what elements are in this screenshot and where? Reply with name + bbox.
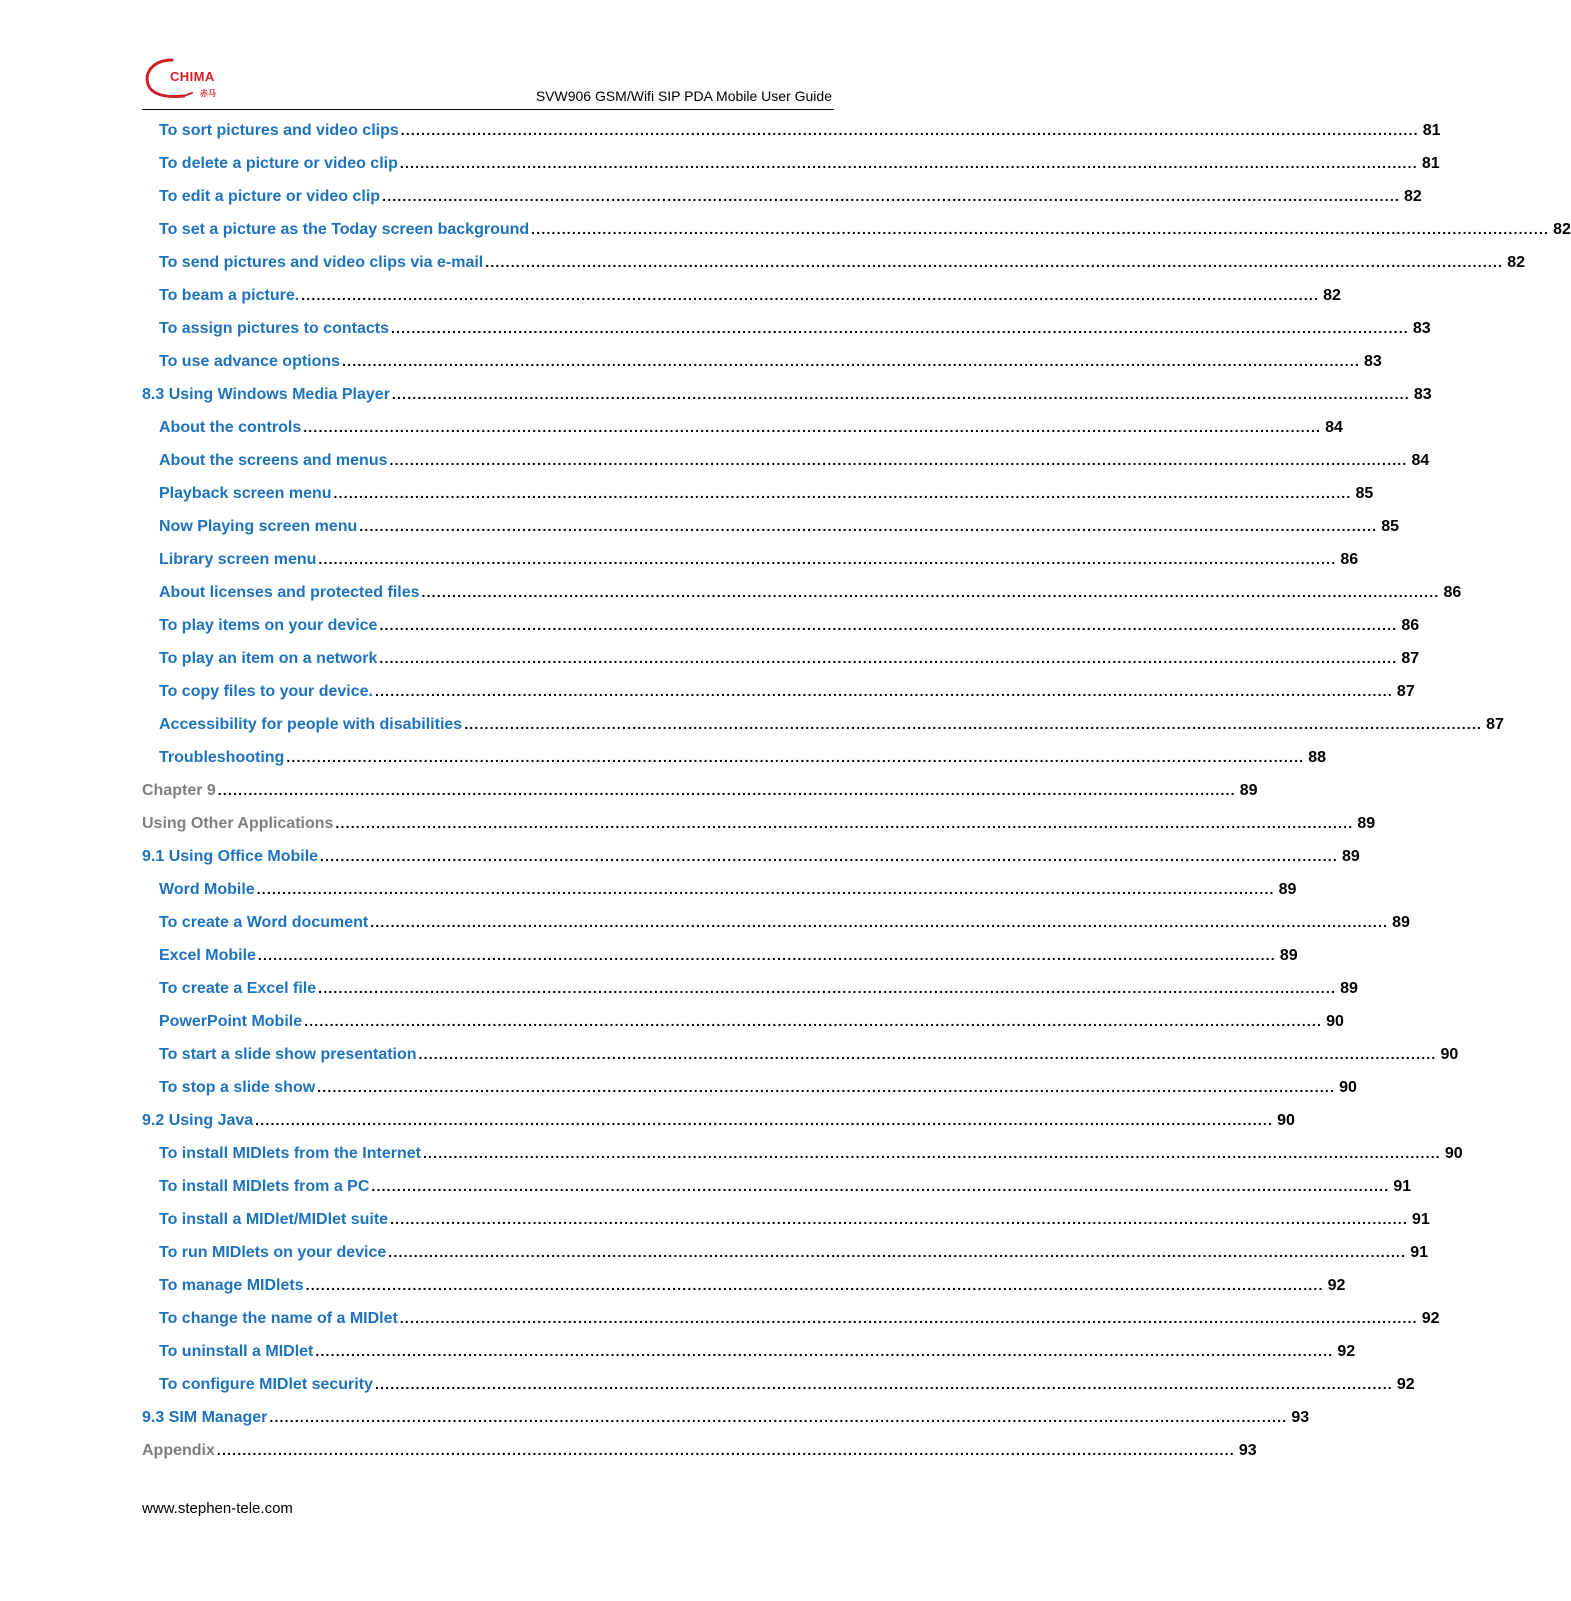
toc-entry[interactable] — [142, 485, 1374, 518]
dot-leader: ........................................................................................................................................................................................................ — [391, 386, 1410, 402]
toc-entry-page[interactable]: 82 — [1404, 188, 1422, 205]
toc-entry[interactable] — [142, 1046, 1459, 1079]
toc-entry[interactable] — [142, 320, 1431, 353]
toc-entry[interactable] — [142, 452, 1430, 485]
toc-entry[interactable] — [142, 749, 1327, 782]
toc-entry-page[interactable]: 87 — [1486, 716, 1504, 733]
toc-entry[interactable] — [142, 353, 1382, 386]
toc-entry-title[interactable]: To use advance options — [159, 353, 341, 370]
dot-leader: ........................................................................................................................................................................................................ — [315, 1343, 1334, 1359]
toc-entry-page[interactable]: 81 — [1421, 155, 1440, 172]
toc-entry-page[interactable]: 92 — [1396, 1376, 1415, 1393]
toc-entry-page[interactable]: 87 — [1401, 650, 1420, 667]
toc-entry-page[interactable]: 88 — [1308, 749, 1327, 766]
dot-leader: ........................................................................................................................................................................................................ — [389, 452, 1408, 468]
toc-entry[interactable] — [142, 254, 1525, 287]
toc-entry-title[interactable]: About licenses and protected files — [159, 584, 420, 601]
dot-leader: ........................................................................................................................................................................................................ — [318, 980, 1337, 996]
toc-entry-page[interactable]: 93 — [1238, 1442, 1257, 1459]
toc-entry-title[interactable]: To uninstall a MIDlet — [159, 1343, 314, 1360]
toc-entry-title[interactable]: To sort pictures and video clips — [159, 122, 399, 139]
toc-entry[interactable] — [142, 1112, 1295, 1145]
toc-entry[interactable] — [142, 1244, 1429, 1277]
logo-sub: 赤马 — [200, 89, 216, 98]
dot-leader: ........................................................................................................................................................................................................ — [269, 1409, 1288, 1425]
toc-entry-page[interactable]: 89 — [1278, 881, 1297, 898]
toc-entry[interactable] — [142, 848, 1360, 881]
dot-leader: ........................................................................................................................................................................................................ — [464, 716, 1483, 732]
dot-leader: ........................................................................................................................................................................................................ — [399, 1310, 1418, 1326]
toc-entry-title[interactable]: To delete a picture or video clip — [159, 155, 398, 172]
toc-entry-page[interactable]: 89 — [1279, 947, 1298, 964]
toc-entry-title[interactable]: To change the name of a MIDlet — [159, 1310, 398, 1327]
dot-leader: ........................................................................................................................................................................................................ — [531, 221, 1550, 237]
document-title: SVW906 GSM/Wifi SIP PDA Mobile User Guide — [535, 88, 832, 104]
toc-entry[interactable] — [142, 881, 1297, 914]
toc-entry[interactable] — [142, 518, 1400, 551]
toc-entry[interactable] — [142, 782, 1258, 815]
toc-entry[interactable] — [142, 1178, 1412, 1211]
toc-entry-title[interactable]: To beam a picture. — [159, 287, 300, 304]
toc-entry-page[interactable]: 83 — [1412, 320, 1431, 337]
toc-entry[interactable] — [142, 419, 1343, 452]
toc-entry-title[interactable]: Using Other Applications — [142, 815, 334, 832]
toc-entry-title[interactable]: 9.1 Using Office Mobile — [142, 848, 319, 865]
table-of-contents — [142, 122, 1571, 1475]
toc-entry-title[interactable]: Chapter 9 — [142, 782, 216, 799]
toc-entry-title[interactable]: Word Mobile — [159, 881, 255, 898]
toc-entry-page[interactable]: 92 — [1421, 1310, 1440, 1327]
toc-entry[interactable] — [142, 1310, 1440, 1343]
toc-entry[interactable] — [142, 716, 1504, 749]
dot-leader: ........................................................................................................................................................................................................ — [216, 1442, 1235, 1458]
chima-logo — [142, 52, 242, 106]
dot-leader: ........................................................................................................................................................................................................ — [400, 122, 1419, 138]
toc-entry[interactable] — [142, 1442, 1257, 1475]
dot-leader: ........................................................................................................................................................................................................ — [390, 1211, 1408, 1227]
toc-entry-title[interactable]: Accessibility for people with disabilities — [159, 716, 463, 733]
dot-leader: ........................................................................................................................................................................................................ — [320, 848, 1338, 864]
toc-entry-title[interactable]: To create a Word document — [159, 914, 369, 931]
dot-leader: ........................................................................................................................................................................................................ — [421, 584, 1440, 600]
toc-entry[interactable] — [142, 650, 1420, 683]
toc-entry[interactable] — [142, 122, 1441, 155]
toc-entry[interactable] — [142, 584, 1462, 617]
toc-entry-page[interactable]: 87 — [1396, 683, 1415, 700]
toc-entry-title[interactable]: To stop a slide show — [159, 1079, 316, 1096]
dot-leader: ........................................................................................................................................................................................................ — [371, 1178, 1390, 1194]
toc-entry-page[interactable]: 92 — [1327, 1277, 1346, 1294]
toc-entry-page[interactable]: 84 — [1411, 452, 1430, 469]
toc-entry-page[interactable]: 93 — [1291, 1409, 1310, 1426]
dot-leader: ........................................................................................................................................................................................................ — [374, 1376, 1393, 1392]
dot-leader: ........................................................................................................................................................................................................ — [342, 353, 1361, 369]
toc-entry-title[interactable]: To set a picture as the Today screen background — [159, 221, 530, 238]
toc-entry[interactable] — [142, 1409, 1310, 1442]
toc-entry-page[interactable]: 86 — [1401, 617, 1420, 634]
toc-entry-title[interactable]: Excel Mobile — [159, 947, 256, 964]
footer-url[interactable]: www.stephen-tele.com — [142, 1500, 293, 1517]
dot-leader: ........................................................................................................................................................................................................ — [255, 1112, 1274, 1128]
dot-leader: ........................................................................................................................................................................................................ — [217, 782, 1236, 798]
toc-entry-page[interactable]: 91 — [1410, 1244, 1429, 1261]
dot-leader: ........................................................................................................................................................................................................ — [335, 815, 1354, 831]
toc-entry-page[interactable]: 83 — [1413, 386, 1432, 403]
toc-entry-page[interactable]: 86 — [1340, 551, 1359, 568]
toc-entry[interactable] — [142, 815, 1376, 848]
toc-entry-title[interactable]: Appendix — [142, 1442, 215, 1459]
toc-entry-title[interactable]: To run MIDlets on your device — [159, 1244, 387, 1261]
toc-entry-title[interactable]: To manage MIDlets — [159, 1277, 304, 1294]
dot-leader: ........................................................................................................................................................................................................ — [359, 518, 1378, 534]
dot-leader: ........................................................................................................................................................................................................ — [379, 617, 1398, 633]
toc-entry[interactable] — [142, 1013, 1344, 1046]
toc-entry[interactable] — [142, 1277, 1346, 1310]
toc-entry[interactable] — [142, 188, 1422, 221]
toc-entry-title[interactable]: To start a slide show presentation — [159, 1046, 417, 1063]
dot-leader: ........................................................................................................................................................................................................ — [379, 650, 1398, 666]
toc-entry-title[interactable]: Playback screen menu — [159, 485, 332, 502]
toc-entry-page[interactable]: 85 — [1355, 485, 1374, 502]
toc-entry[interactable] — [142, 617, 1420, 650]
dot-leader: ........................................................................................................................................................................................................ — [303, 419, 1322, 435]
toc-entry-page[interactable]: 82 — [1507, 254, 1525, 271]
toc-entry-title[interactable]: Troubleshooting — [159, 749, 285, 766]
toc-entry-page[interactable]: 91 — [1412, 1211, 1430, 1228]
dot-leader: ........................................................................................................................................................................................................ — [257, 947, 1276, 963]
dot-leader: ........................................................................................................................................................................................................ — [256, 881, 1275, 897]
toc-entry-title[interactable]: To copy files to your device. — [159, 683, 373, 700]
toc-entry-title[interactable]: To create a Excel file — [159, 980, 317, 997]
toc-entry-page[interactable]: 91 — [1393, 1178, 1412, 1195]
toc-entry-page[interactable]: 90 — [1440, 1046, 1459, 1063]
dot-leader: ........................................................................................................................................................................................................ — [390, 320, 1409, 336]
toc-entry-page[interactable]: 89 — [1239, 782, 1258, 799]
toc-entry-title[interactable]: To assign pictures to contacts — [159, 320, 389, 337]
toc-entry[interactable] — [142, 1211, 1430, 1244]
toc-entry-page[interactable]: 90 — [1277, 1112, 1295, 1129]
toc-entry-title[interactable]: Now Playing screen menu — [159, 518, 358, 535]
dot-leader: ........................................................................................................................................................................................................ — [418, 1046, 1437, 1062]
toc-entry-title[interactable]: About the controls — [159, 419, 302, 436]
toc-entry[interactable] — [142, 947, 1298, 980]
toc-entry[interactable] — [142, 1343, 1356, 1376]
dot-leader: ........................................................................................................................................................................................................ — [318, 551, 1337, 567]
toc-entry-page[interactable]: 89 — [1357, 815, 1376, 832]
toc-entry-page[interactable]: 85 — [1381, 518, 1400, 535]
toc-entry-page[interactable]: 81 — [1422, 122, 1441, 139]
dot-leader: ........................................................................................................................................................................................................ — [485, 254, 1504, 270]
dot-leader: ........................................................................................................................................................................................................ — [304, 1013, 1323, 1029]
toc-entry-page[interactable]: 83 — [1364, 353, 1382, 370]
toc-entry-title[interactable]: To send pictures and video clips via e-mail — [159, 254, 484, 271]
header-divider — [142, 109, 834, 110]
toc-entry-page[interactable]: 86 — [1443, 584, 1462, 601]
toc-entry-page[interactable]: 84 — [1325, 419, 1343, 436]
dot-leader: ........................................................................................................................................................................................................ — [370, 914, 1389, 930]
toc-entry-page[interactable]: 82 — [1323, 287, 1341, 304]
toc-entry-title[interactable]: 9.3 SIM Manager — [142, 1409, 268, 1426]
dot-leader: ........................................................................................................................................................................................................ — [286, 749, 1305, 765]
toc-entry-title[interactable]: To install MIDlets from the Internet — [159, 1145, 421, 1162]
toc-entry[interactable] — [142, 1079, 1357, 1112]
dot-leader: ........................................................................................................................................................................................................ — [422, 1145, 1441, 1161]
toc-entry-title[interactable]: About the screens and menus — [159, 452, 388, 469]
dot-leader: ........................................................................................................................................................................................................ — [305, 1277, 1324, 1293]
toc-entry[interactable] — [142, 1145, 1463, 1178]
toc-entry-title[interactable]: To install MIDlets from a PC — [159, 1178, 370, 1195]
logo-name: CHIMA — [170, 69, 215, 84]
toc-entry[interactable] — [142, 914, 1410, 947]
dot-leader: ........................................................................................................................................................................................................ — [301, 287, 1320, 303]
toc-entry-title[interactable]: To install a MIDlet/MIDlet suite — [159, 1211, 389, 1228]
toc-entry-page[interactable]: 89 — [1341, 848, 1360, 865]
toc-entry-title[interactable]: 8.3 Using Windows Media Player — [142, 386, 390, 403]
toc-entry-title[interactable]: To configure MIDlet security — [159, 1376, 373, 1393]
dot-leader: ........................................................................................................................................................................................................ — [388, 1244, 1407, 1260]
dot-leader: ........................................................................................................................................................................................................ — [399, 155, 1418, 171]
toc-entry-page[interactable]: 90 — [1444, 1145, 1463, 1162]
toc-entry-page[interactable]: 90 — [1339, 1079, 1357, 1096]
toc-entry-title[interactable]: Library screen menu — [159, 551, 317, 568]
toc-entry[interactable] — [142, 980, 1358, 1013]
toc-entry[interactable] — [142, 386, 1432, 419]
toc-entry-title[interactable]: To play an item on a network — [159, 650, 378, 667]
toc-entry-page[interactable]: 89 — [1340, 980, 1358, 997]
toc-entry[interactable] — [142, 1376, 1415, 1409]
toc-entry[interactable] — [142, 221, 1571, 254]
toc-entry-page[interactable]: 82 — [1553, 221, 1571, 238]
toc-entry[interactable] — [142, 287, 1341, 320]
toc-entry-title[interactable]: To edit a picture or video clip — [159, 188, 381, 205]
dot-leader: ........................................................................................................................................................................................................ — [317, 1079, 1336, 1095]
toc-entry-title[interactable]: 9.2 Using Java — [142, 1112, 254, 1129]
toc-entry-page[interactable]: 92 — [1337, 1343, 1356, 1360]
dot-leader: ........................................................................................................................................................................................................ — [382, 188, 1401, 204]
toc-entry-title[interactable]: To play items on your device — [159, 617, 378, 634]
dot-leader: ........................................................................................................................................................................................................ — [374, 683, 1393, 699]
toc-entry[interactable] — [142, 551, 1359, 584]
dot-leader: ........................................................................................................................................................................................................ — [333, 485, 1352, 501]
toc-entry-title[interactable]: PowerPoint Mobile — [159, 1013, 303, 1030]
toc-entry[interactable] — [142, 155, 1440, 188]
toc-entry[interactable] — [142, 683, 1415, 716]
toc-entry-page[interactable]: 89 — [1392, 914, 1410, 931]
toc-entry-page[interactable]: 90 — [1326, 1013, 1344, 1030]
page-header — [142, 52, 832, 112]
